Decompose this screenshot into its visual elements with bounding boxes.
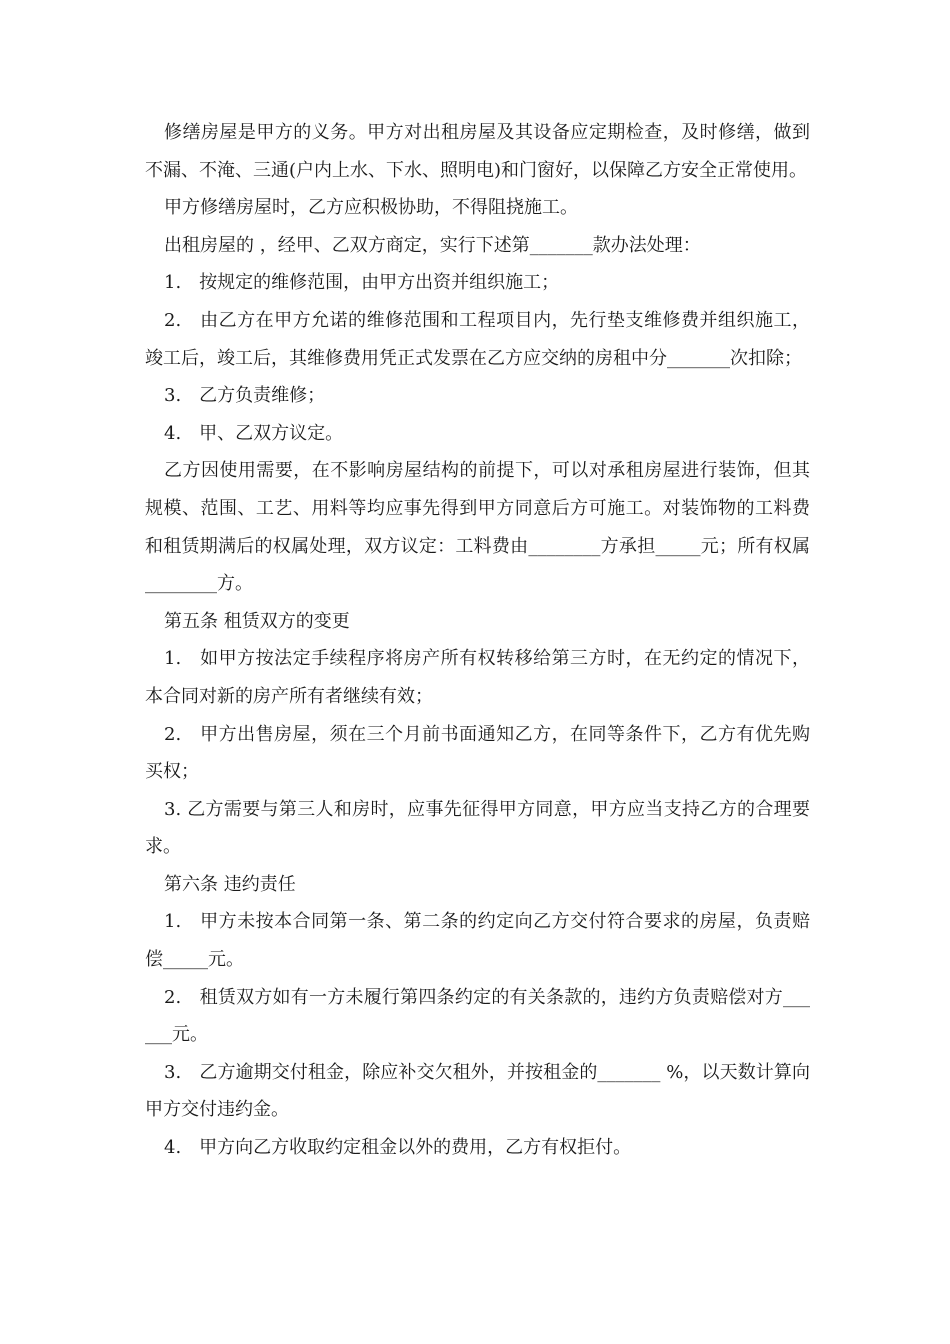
list-item-change-3: 3. 乙方需要与第三人和房时，应事先征得甲方同意，甲方应当支持乙方的合理要求。 <box>145 798 810 858</box>
paragraph-maintenance-duty: 修缮房屋是甲方的义务。甲方对出租房屋及其设备应定期检查，及时修缮，做到不漏、不淹、三通(户内上水、下水、照明电)和门窗好，以保障乙方安全正常使用。 <box>145 122 810 181</box>
section-heading-article-5: 第五条 租赁双方的变更 <box>164 610 350 632</box>
paragraph-decoration: 乙方因使用需要，在不影响房屋结构的前提下，可以对承租房屋进行装饰，但其规模、范围、工艺、用料等均应事先得到甲方同意后方可施工。对装饰物的工料费和租赁期满后的权属处理，双方议定：工料费由________方承担_____元；所有权属________方。 <box>145 460 810 595</box>
list-item-repair-1: 1. 按规定的维修范围，由甲方出资并组织施工； <box>164 272 560 294</box>
list-item-repair-2: 2. 由乙方在甲方允诺的维修范围和工程项目内，先行垫支维修费并组织施工，竣工后，竣工后，其维修费用凭正式发票在乙方应交纳的房租中分_______次扣除； <box>145 309 810 369</box>
paragraph-repair-method: 出租房屋的 ，经甲、乙双方商定，实行下述第_______款办法处理： <box>164 234 701 256</box>
document-page <box>145 114 810 1167</box>
list-item-change-1: 1. 如甲方按法定手续程序将房产所有权转移给第三方时，在无约定的情况下，本合同对新的房产所有者继续有效； <box>145 648 810 707</box>
list-item-breach-3: 3. 乙方逾期交付租金，除应补交欠租外，并按租金的_______ %，以天数计算向甲方交付违约金。 <box>145 1061 810 1121</box>
list-item-breach-4: 4. 甲方向乙方收取约定租金以外的费用，乙方有权拒付。 <box>164 1137 632 1159</box>
paragraph-tenant-assist: 甲方修缮房屋时，乙方应积极协助，不得阻挠施工。 <box>164 197 578 219</box>
list-item-breach-2: 2. 租赁双方如有一方未履行第四条约定的有关条款的，违约方负责赔偿对方______元。 <box>145 986 810 1046</box>
list-item-repair-4: 4. 甲、乙双方议定。 <box>164 422 344 444</box>
list-item-change-2: 2. 甲方出售房屋，须在三个月前书面通知乙方，在同等条件下，乙方有优先购买权； <box>145 723 810 783</box>
list-item-breach-1: 1. 甲方未按本合同第一条、第二条的约定向乙方交付符合要求的房屋，负责赔偿_____元。 <box>145 911 810 971</box>
section-heading-article-6: 第六条 违约责任 <box>164 873 296 895</box>
list-item-repair-3: 3. 乙方负责维修； <box>164 385 326 407</box>
